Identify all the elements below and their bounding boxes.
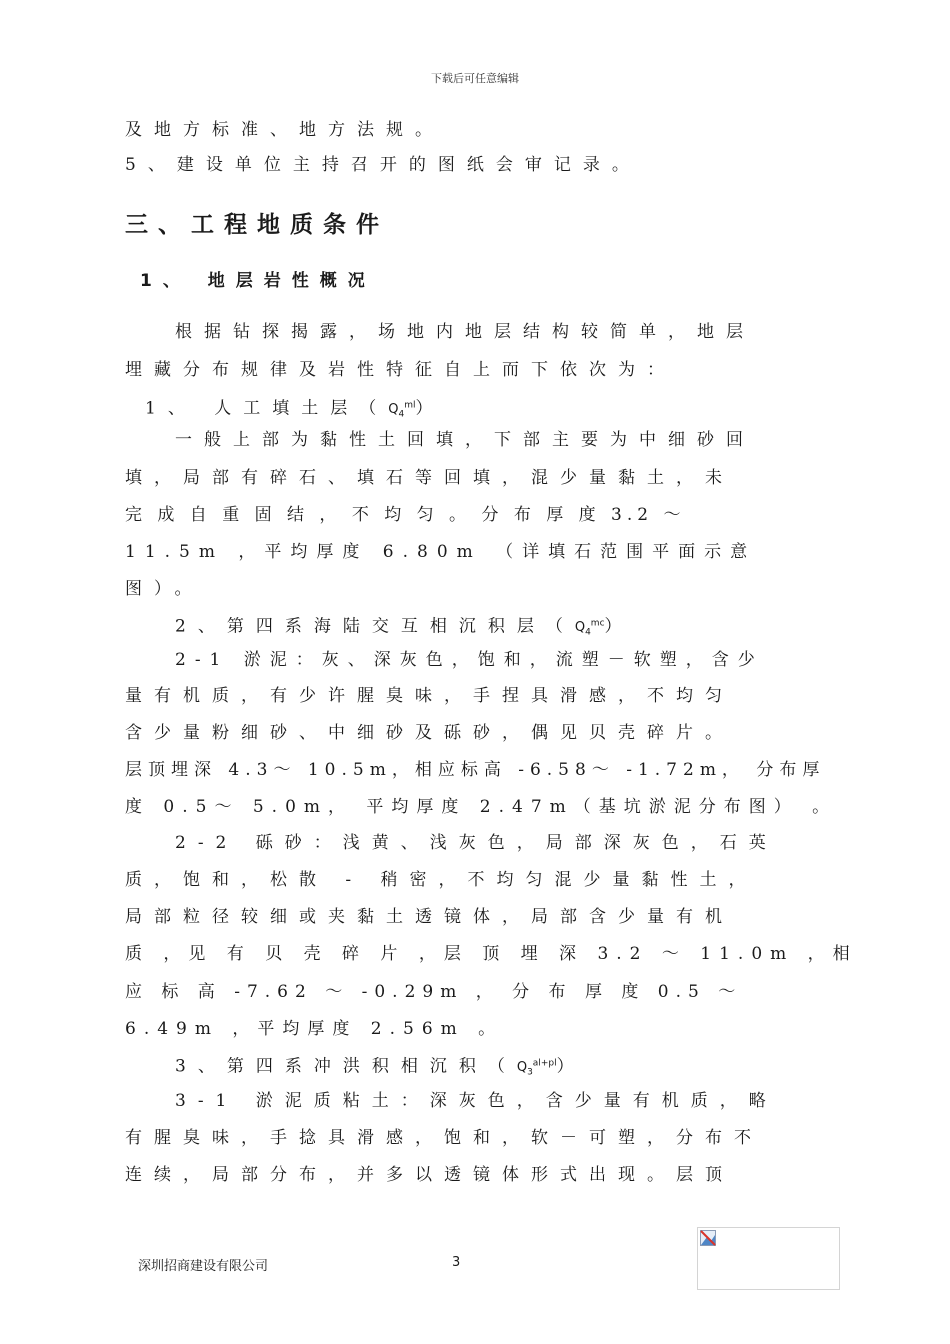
paragraph-line: 质 ，见 有 贝 壳 碎 片 ，层 顶 埋 深 3.2 ～ 11.0m ，相 — [125, 944, 858, 964]
paragraph-line: 6.49m ，平均厚度 2.56m 。 — [125, 1019, 504, 1039]
paragraph-line: 度 0.5～ 5.0m， 平均厚度 2.47m（基坑淤泥分布图） 。 — [125, 797, 838, 817]
stratum-label — [175, 614, 880, 643]
quaternary-symbol: $Q_4^{mc}$ — [574, 619, 605, 638]
paragraph-line: 埋藏分布规律及岩性特征自上而下依次为： — [125, 360, 676, 380]
stratum-label-close: ） — [556, 1056, 586, 1077]
quaternary-symbol: $Q_4^{ml}$ — [388, 401, 416, 420]
paragraph-line: 根据钻探揭露，场地内地层结构较简单，地层 — [175, 322, 755, 342]
paragraph-line: 一般上部为黏性土回填，下部主要为中细砂回 — [175, 430, 755, 450]
section-heading: 三、工程地质条件 — [125, 212, 389, 238]
stratum-label-close: ） — [604, 616, 634, 637]
broken-image-icon — [700, 1230, 716, 1246]
subsection-heading: 1、 地层岩性概况 — [140, 271, 376, 291]
stratum-label-close: ） — [415, 398, 445, 419]
paragraph-line: 层顶埋深 4.3～ 10.5m，相应标高 -6.58～ -1.72m， 分布厚 — [125, 760, 826, 780]
footer-company-name: 深圳招商建设有限公司 — [138, 1259, 269, 1274]
paragraph-line: 2-1 淤泥：灰、深灰色，饱和，流塑－软塑，含少 — [175, 650, 764, 670]
stratum-label-text: 2、第四系海陆交互相沉积层（ — [175, 616, 575, 637]
paragraph-line: 量有机质，有少许腥臭味，手捏具滑感，不均匀 — [125, 686, 734, 706]
page-header-note: 下载后可任意编辑 — [431, 72, 519, 85]
paragraph-line: 完 成 自 重 固 结 ， 不 均 匀 。 分 布 厚 度 3.2 ～ — [125, 505, 686, 525]
paragraph-line: 连续，局部分布，并多以透镜体形式出现。层顶 — [125, 1165, 734, 1185]
paragraph-line: 质，饱和，松散 - 稍密，不均匀混少量黏性土， — [125, 870, 758, 890]
stratum-label-text: 3、第四系冲洪积相沉积（ — [175, 1056, 517, 1077]
paragraph-line: 应 标 高 -7.62 ～ -0.29m ， 分 布 厚 度 0.5 ～ — [125, 982, 743, 1002]
stratum-label — [175, 1054, 880, 1083]
paragraph-line: 有腥臭味，手捻具滑感，饱和，软－可塑，分布不 — [125, 1128, 763, 1148]
stratum-label-text: 1、 人工填土层（ — [145, 398, 389, 419]
quaternary-symbol: $Q_3^{al+pl}$ — [516, 1059, 557, 1078]
image-placeholder — [697, 1227, 840, 1290]
text-line: 5、建设单位主持召开的图纸会审记录。 — [125, 155, 641, 175]
page-number: 3 — [452, 1255, 461, 1270]
paragraph-line: 3-1 淤泥质粘土：深灰色，含少量有机质，略 — [175, 1091, 778, 1111]
text-line: 及地方标准、地方法规。 — [125, 120, 444, 140]
paragraph-line: 填，局部有碎石、填石等回填，混少量黏土，未 — [125, 468, 734, 488]
stratum-label — [145, 396, 850, 425]
paragraph-line: 11.5m ，平均厚度 6.80m （详填石范围平面示意 — [125, 542, 757, 562]
paragraph-line: 含少量粉细砂、中细砂及砾砂，偶见贝壳碎片。 — [125, 723, 734, 743]
paragraph-line: 图）。 — [125, 579, 204, 599]
paragraph-line: 2-2 砾砂：浅黄、浅灰色，局部深灰色，石英 — [175, 833, 778, 853]
paragraph-line: 局部粒径较细或夹黏土透镜体，局部含少量有机 — [125, 907, 734, 927]
